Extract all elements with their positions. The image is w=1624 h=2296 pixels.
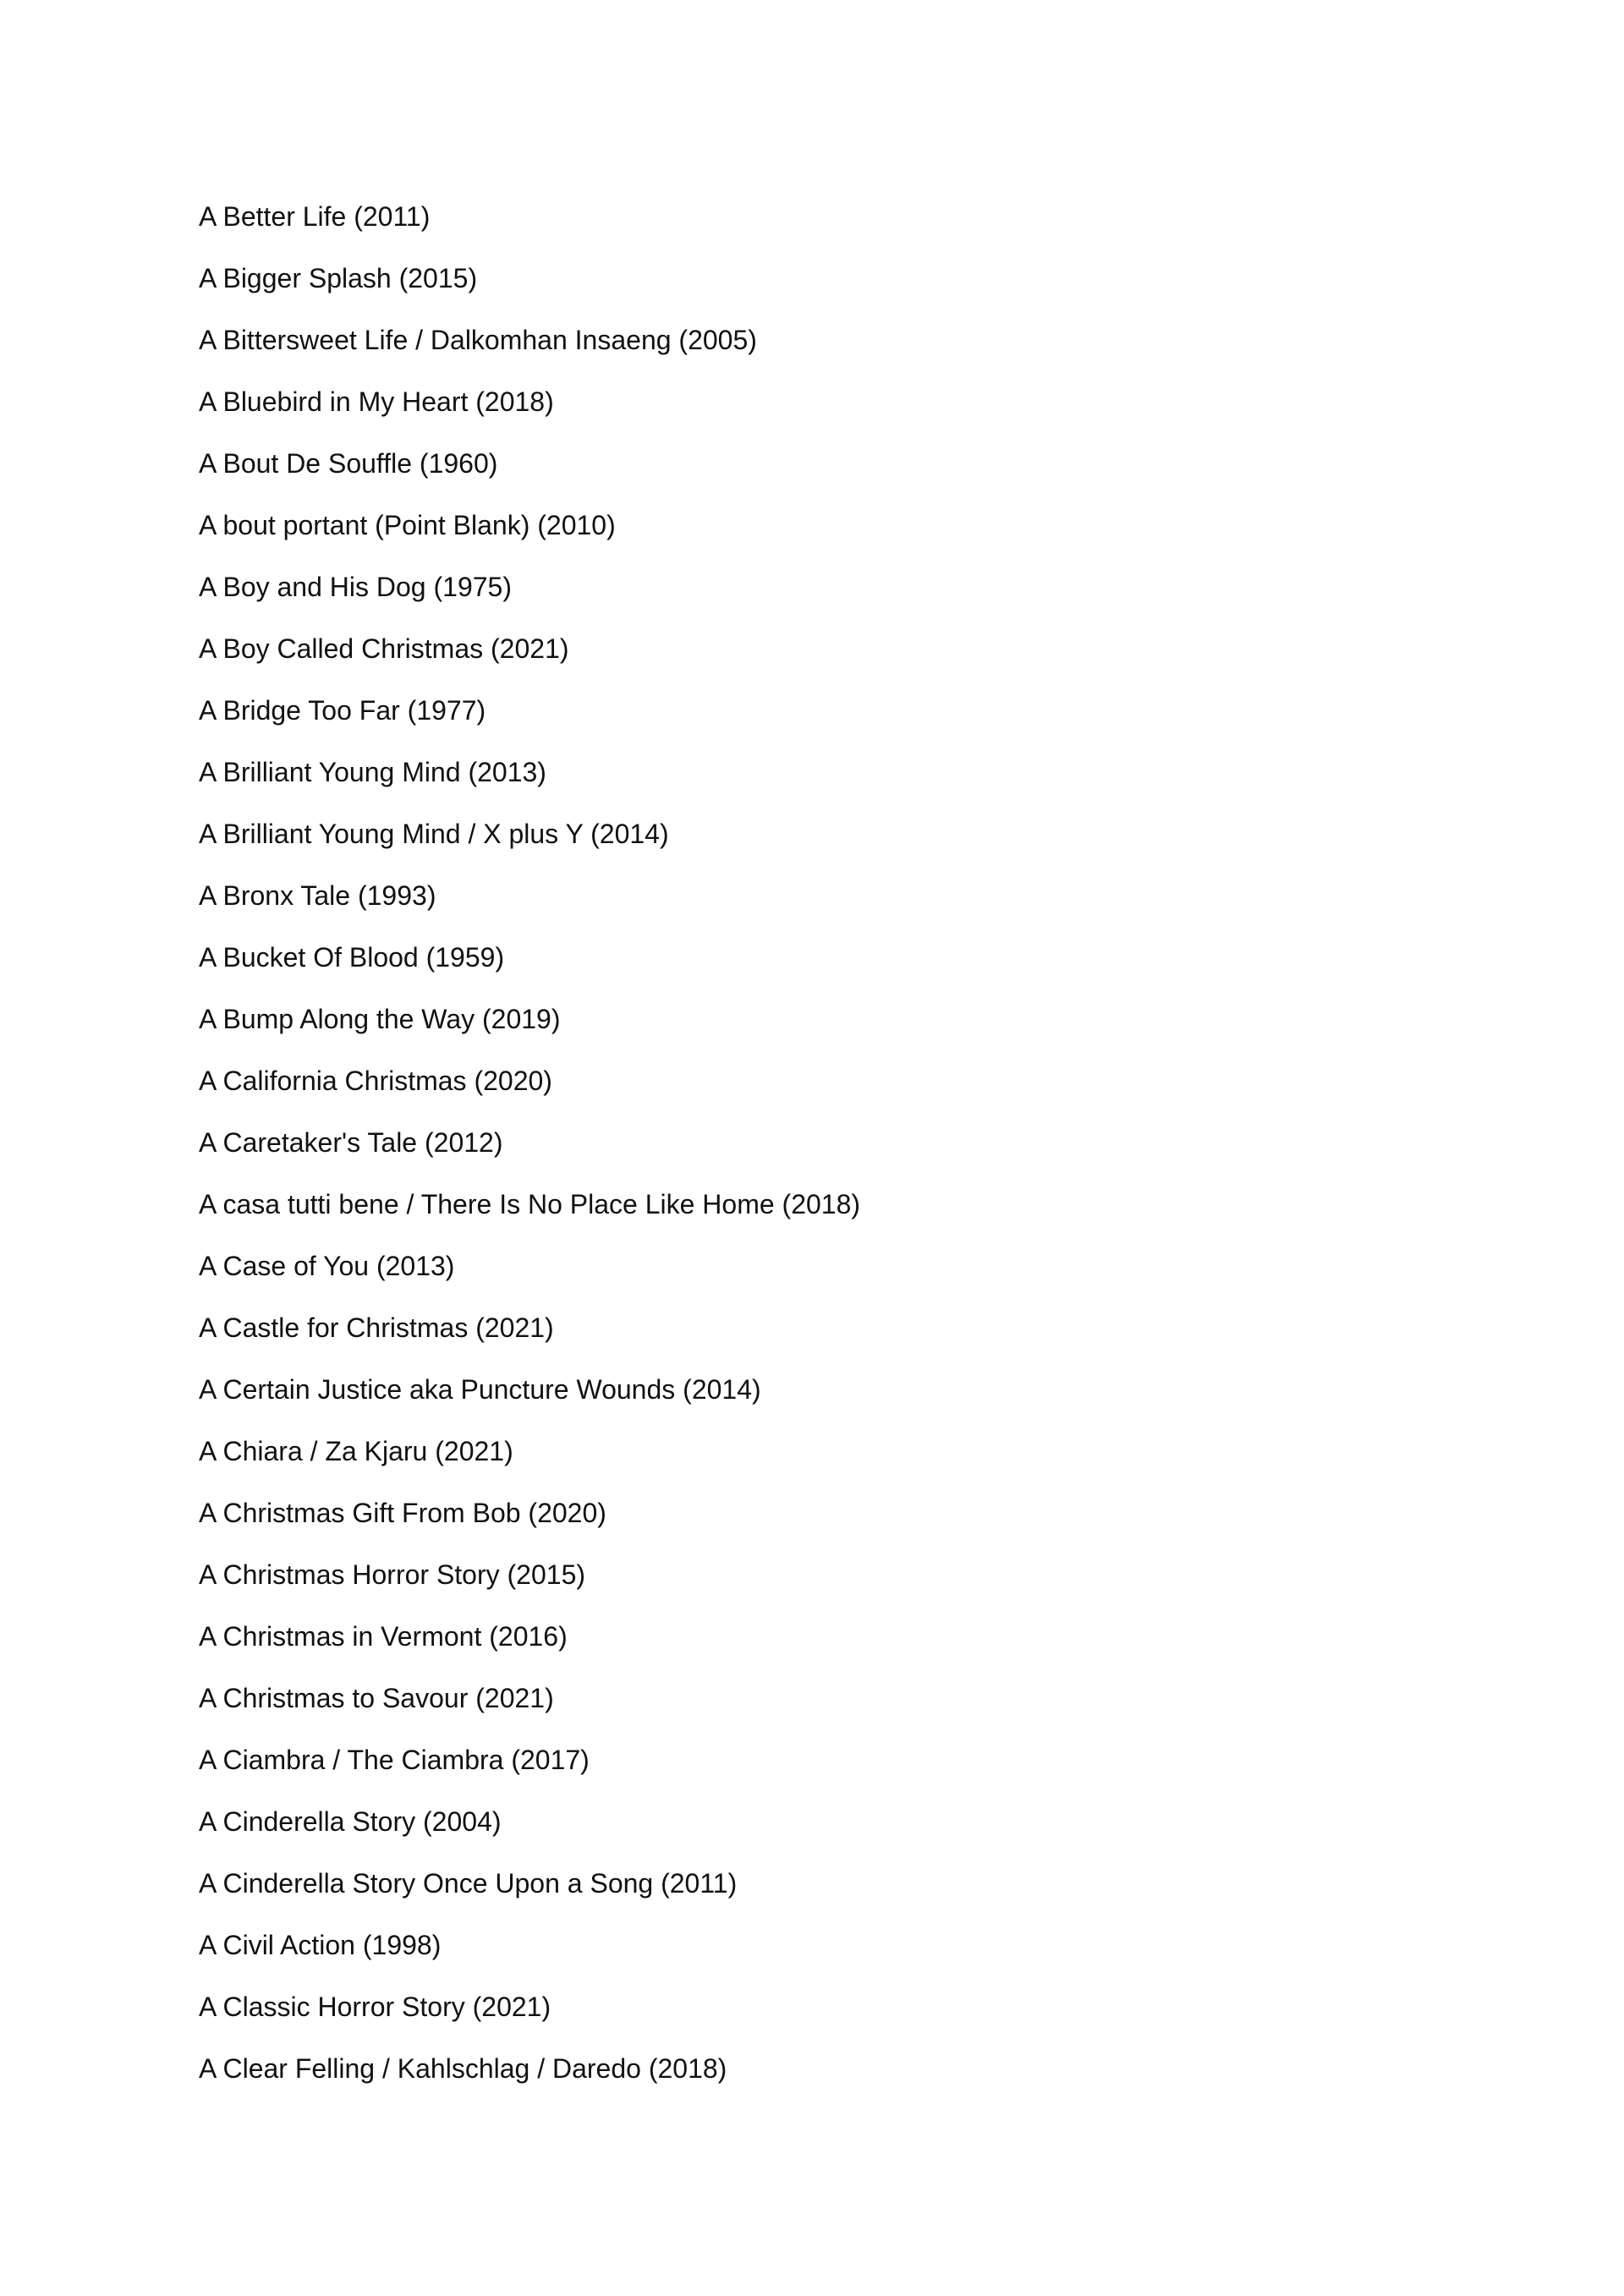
list-item: A Civil Action (1998) [199, 1930, 442, 1960]
list-item: A California Christmas (2020) [199, 1066, 552, 1096]
list-item: A Classic Horror Story (2021) [199, 1992, 551, 2022]
list-item: A Christmas to Savour (2021) [199, 1683, 554, 1713]
list-item: A bout portant (Point Blank) (2010) [199, 510, 616, 540]
list-item: A Bucket Of Blood (1959) [199, 942, 505, 973]
list-item: A Christmas in Vermont (2016) [199, 1621, 568, 1652]
list-item: A Certain Justice aka Puncture Wounds (2014) [199, 1374, 761, 1405]
list-item: A Bluebird in My Heart (2018) [199, 386, 554, 417]
list-item: A Chiara / Za Kjaru (2021) [199, 1436, 513, 1466]
list-item: A Bigger Splash (2015) [199, 263, 478, 293]
list-item: A Boy Called Christmas (2021) [199, 633, 569, 664]
list-item: A Ciambra / The Ciambra (2017) [199, 1745, 590, 1775]
list-item: A Bump Along the Way (2019) [199, 1004, 561, 1034]
list-item: A Boy and His Dog (1975) [199, 572, 512, 602]
list-item: A casa tutti bene / There Is No Place Like Home (2018) [199, 1189, 861, 1219]
list-item: A Christmas Gift From Bob (2020) [199, 1498, 606, 1528]
list-item: A Cinderella Story Once Upon a Song (2011) [199, 1868, 738, 1899]
list-item: A Bittersweet Life / Dalkomhan Insaeng (2005) [199, 325, 757, 355]
list-item: A Case of You (2013) [199, 1251, 455, 1281]
list-item: A Bridge Too Far (1977) [199, 695, 486, 726]
list-item: A Bronx Tale (1993) [199, 880, 436, 911]
list-item: A Caretaker's Tale (2012) [199, 1127, 503, 1158]
list-item: A Christmas Horror Story (2015) [199, 1559, 586, 1590]
list-item: A Brilliant Young Mind / X plus Y (2014) [199, 819, 669, 849]
film-list [199, 195, 860, 2108]
list-item: A Bout De Souffle (1960) [199, 448, 498, 479]
list-item: A Cinderella Story (2004) [199, 1806, 502, 1837]
list-item: A Brilliant Young Mind (2013) [199, 757, 546, 787]
list-item: A Castle for Christmas (2021) [199, 1312, 554, 1343]
list-item: A Better Life (2011) [199, 201, 431, 232]
list-item: A Clear Felling / Kahlschlag / Daredo (2018) [199, 2053, 727, 2084]
